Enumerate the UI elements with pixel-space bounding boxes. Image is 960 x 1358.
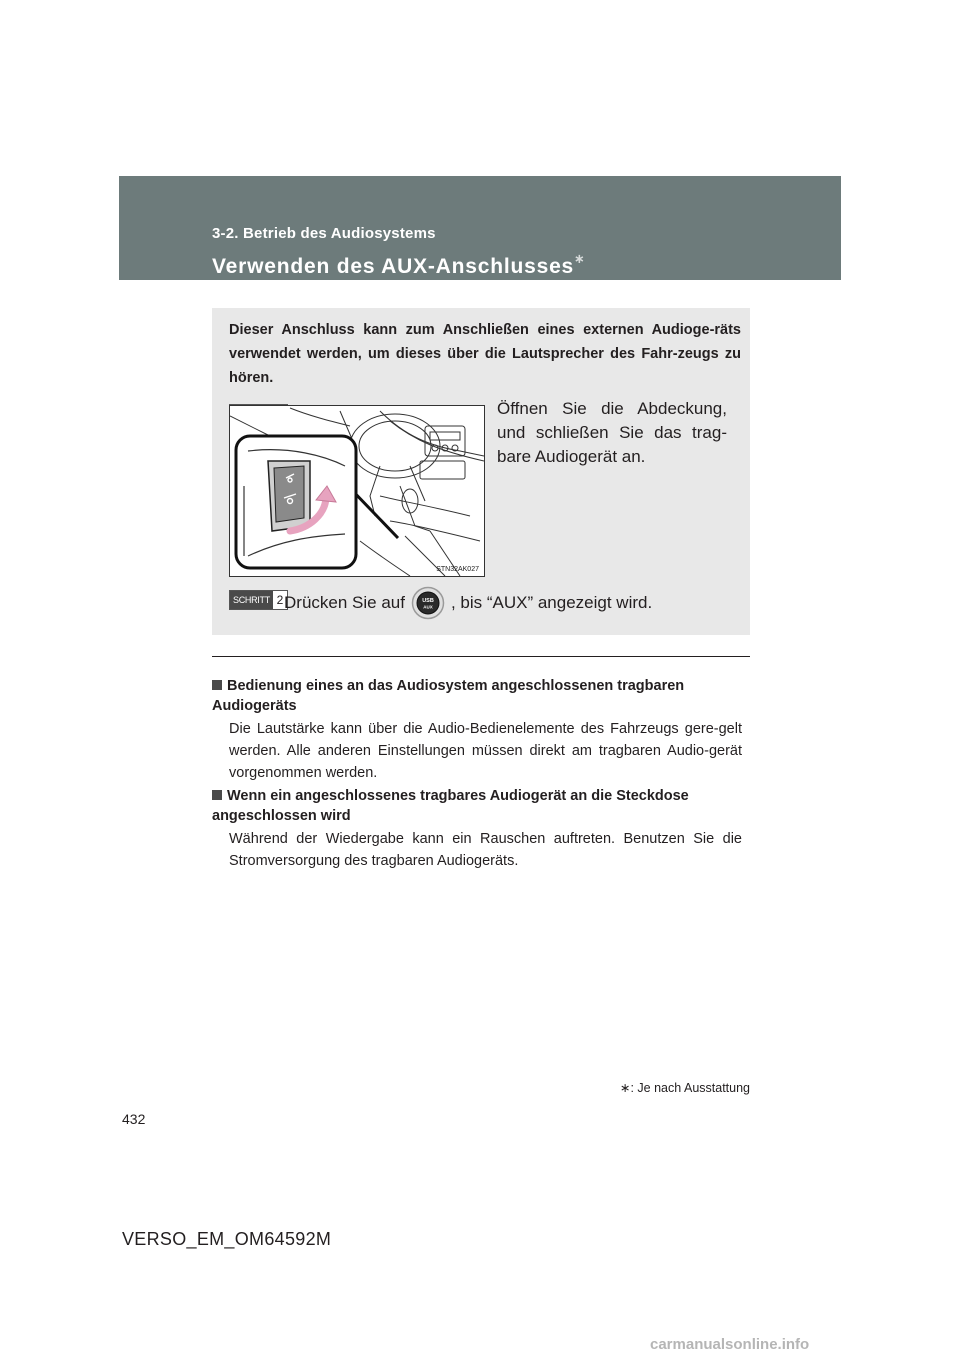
page-title-text: Verwenden des AUX-Anschlusses <box>212 255 575 278</box>
bullet-square-icon <box>212 790 222 800</box>
section-label: 3-2. Betrieb des Audiosystems <box>212 225 436 242</box>
step-2-badge <box>229 590 288 610</box>
page-number: 432 <box>122 1111 146 1127</box>
usb-label: USB <box>422 598 434 604</box>
aux-port-illustration <box>229 405 485 577</box>
item-1-body: Die Lautstärke kann über die Audio-Bedienelemente des Fahrzeugs gere-gelt werden. Alle anderen Einstellungen müssen direkt am tragbaren Audio-gerät vorgenommen werden. <box>229 721 742 781</box>
footnote <box>616 1080 750 1095</box>
intro-text: Dieser Anschluss kann zum Anschließen eines externen Audioge-räts verwendet werden, um dieses über die Lautsprecher des Fahr-zeugs zu hören. <box>229 322 741 386</box>
section-divider <box>212 656 750 657</box>
step-1-text: Öffnen Sie die Abdeckung, und schließen Sie das trag-bare Audiogerät an. <box>497 399 727 466</box>
item-2-heading <box>212 786 743 826</box>
option-marker: ∗ <box>574 251 586 266</box>
step-badge-number: 2 <box>276 593 284 607</box>
step-badge-word: SCHRITT <box>230 591 273 609</box>
step-2-text-before: Drücken Sie auf <box>284 593 405 612</box>
step-2-text-after: , bis “AUX” angezeigt wird. <box>450 593 653 612</box>
watermark: carmanualsonline.info <box>650 1336 810 1353</box>
aux-label: AUX <box>423 604 433 610</box>
dashboard-drawing <box>230 406 485 577</box>
item-1-heading <box>212 676 743 716</box>
document-code: VERSO_EM_OM64592M <box>122 1229 332 1249</box>
step-2-line <box>284 589 652 617</box>
item-2-body: Während der Wiedergabe kann ein Rauschen auftreten. Benutzen Sie die Stromversorgung des tragbaren Audiogeräts. <box>229 831 742 869</box>
usb-aux-button-icon <box>411 586 445 620</box>
page-title <box>212 248 586 280</box>
item-2-heading-text: Wenn ein angeschlossenes tragbares Audiogerät an die Steckdose angeschlossen wird <box>212 788 689 824</box>
footnote-text: : Je nach Ausstattung <box>630 1081 750 1095</box>
bullet-square-icon <box>212 680 222 690</box>
footnote-marker: ∗ <box>619 1081 631 1095</box>
item-1-heading-text: Bedienung eines an das Audiosystem angeschlossenen tragbaren Audiogeräts <box>212 678 685 714</box>
figure-code: STN32AK027 <box>436 566 479 573</box>
